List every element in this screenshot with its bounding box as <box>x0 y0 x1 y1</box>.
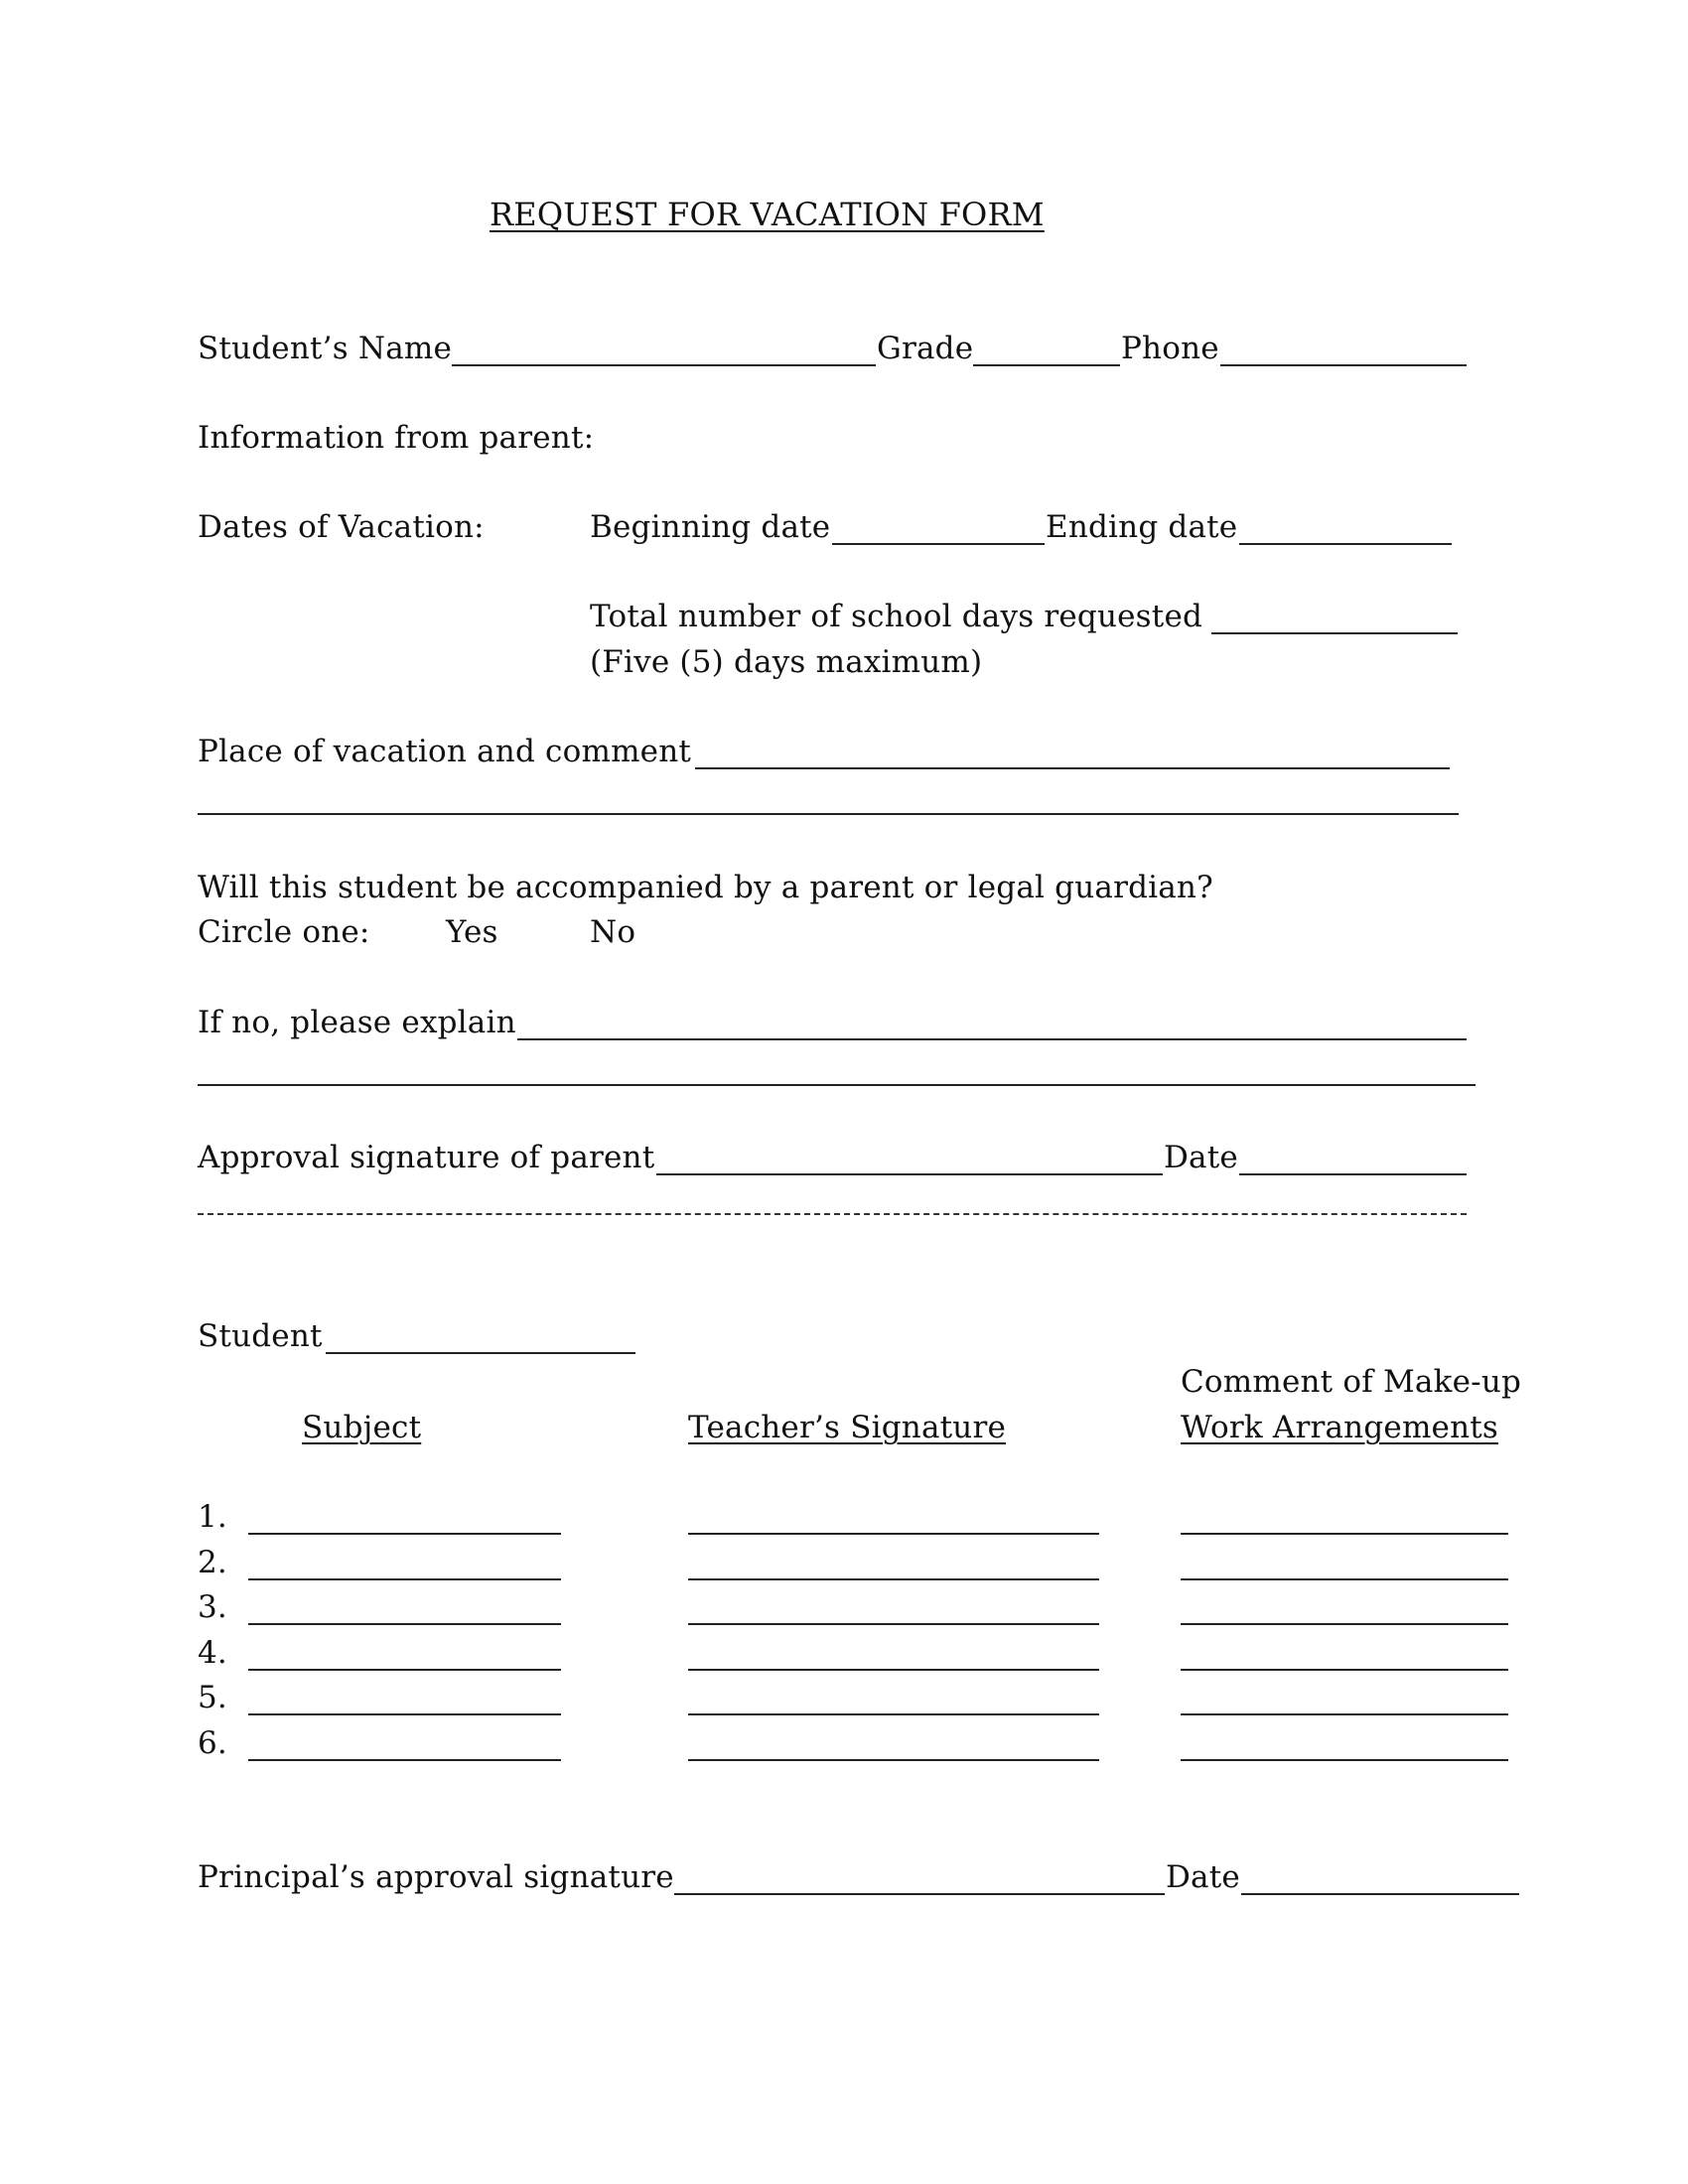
teacher-section-student-label: Student <box>198 1318 323 1354</box>
teacher-section-student-field[interactable] <box>326 1352 635 1354</box>
subject-field[interactable] <box>248 1578 561 1580</box>
subject-header: Subject <box>302 1410 422 1445</box>
teacher-signature-field[interactable] <box>688 1713 1099 1715</box>
circle-one-label: Circle one: <box>198 914 370 950</box>
dates-label: Dates of Vacation: <box>198 509 485 545</box>
parent-approval-signature-field[interactable] <box>656 1173 1163 1175</box>
yes-option[interactable]: Yes <box>446 914 498 950</box>
comment-field[interactable] <box>1181 1533 1508 1535</box>
accompanied-question: Will this student be accompanied by a parent or legal guardian? <box>198 870 1213 905</box>
subject-field[interactable] <box>248 1623 561 1625</box>
beginning-date-label: Beginning date <box>590 509 831 545</box>
comment-header-line1: Comment of Make-up <box>1181 1364 1522 1400</box>
subject-field[interactable] <box>248 1533 561 1535</box>
parent-approval-date-field[interactable] <box>1239 1173 1467 1175</box>
comment-field[interactable] <box>1181 1623 1508 1625</box>
row-number: 6. <box>198 1725 227 1761</box>
comment-field[interactable] <box>1181 1713 1508 1715</box>
no-option[interactable]: No <box>590 914 636 950</box>
ending-date-label: Ending date <box>1046 509 1238 545</box>
total-days-field[interactable] <box>1211 632 1458 634</box>
place-field[interactable] <box>695 767 1450 769</box>
ending-date-field[interactable] <box>1239 543 1452 545</box>
row-number: 5. <box>198 1680 227 1715</box>
phone-label: Phone <box>1121 331 1219 366</box>
teacher-signature-field[interactable] <box>688 1759 1099 1761</box>
principal-date-field[interactable] <box>1241 1893 1519 1895</box>
principal-signature-label: Principal’s approval signature <box>198 1859 674 1895</box>
comment-field[interactable] <box>1181 1759 1508 1761</box>
place-label: Place of vacation and comment <box>198 734 692 769</box>
parent-approval-date-label: Date <box>1164 1140 1238 1175</box>
row-number: 1. <box>198 1499 227 1535</box>
comment-field[interactable] <box>1181 1578 1508 1580</box>
phone-field[interactable] <box>1220 364 1467 366</box>
teacher-signature-field[interactable] <box>688 1669 1099 1671</box>
subject-field[interactable] <box>248 1669 561 1671</box>
explain-field[interactable] <box>517 1038 1467 1040</box>
principal-signature-field[interactable] <box>674 1893 1165 1895</box>
place-field-line2[interactable] <box>198 813 1459 815</box>
principal-date-label: Date <box>1166 1859 1240 1895</box>
comment-field[interactable] <box>1181 1669 1508 1671</box>
total-days-label: Total number of school days requested <box>590 599 1203 634</box>
form-title: REQUEST FOR VACATION FORM <box>490 196 1045 233</box>
teacher-signature-field[interactable] <box>688 1578 1099 1580</box>
total-days-note: (Five (5) days maximum) <box>590 644 983 680</box>
parent-approval-label: Approval signature of parent <box>198 1140 655 1175</box>
grade-field[interactable] <box>973 364 1120 366</box>
teacher-signature-header: Teacher’s Signature <box>688 1410 1007 1445</box>
teacher-signature-field[interactable] <box>688 1623 1099 1625</box>
explain-field-line2[interactable] <box>198 1084 1476 1086</box>
beginning-date-field[interactable] <box>832 543 1045 545</box>
row-number: 2. <box>198 1545 227 1580</box>
teacher-signature-field[interactable] <box>688 1533 1099 1535</box>
row-number: 4. <box>198 1635 227 1671</box>
parent-info-heading: Information from parent: <box>198 420 595 456</box>
section-divider <box>198 1213 1467 1215</box>
row-number: 3. <box>198 1589 227 1625</box>
grade-label: Grade <box>877 331 974 366</box>
comment-header-line2: Work Arrangements <box>1181 1410 1499 1445</box>
subject-field[interactable] <box>248 1759 561 1761</box>
student-name-field[interactable] <box>452 364 876 366</box>
student-name-label: Student’s Name <box>198 331 453 366</box>
subject-field[interactable] <box>248 1713 561 1715</box>
explain-label: If no, please explain <box>198 1005 516 1040</box>
